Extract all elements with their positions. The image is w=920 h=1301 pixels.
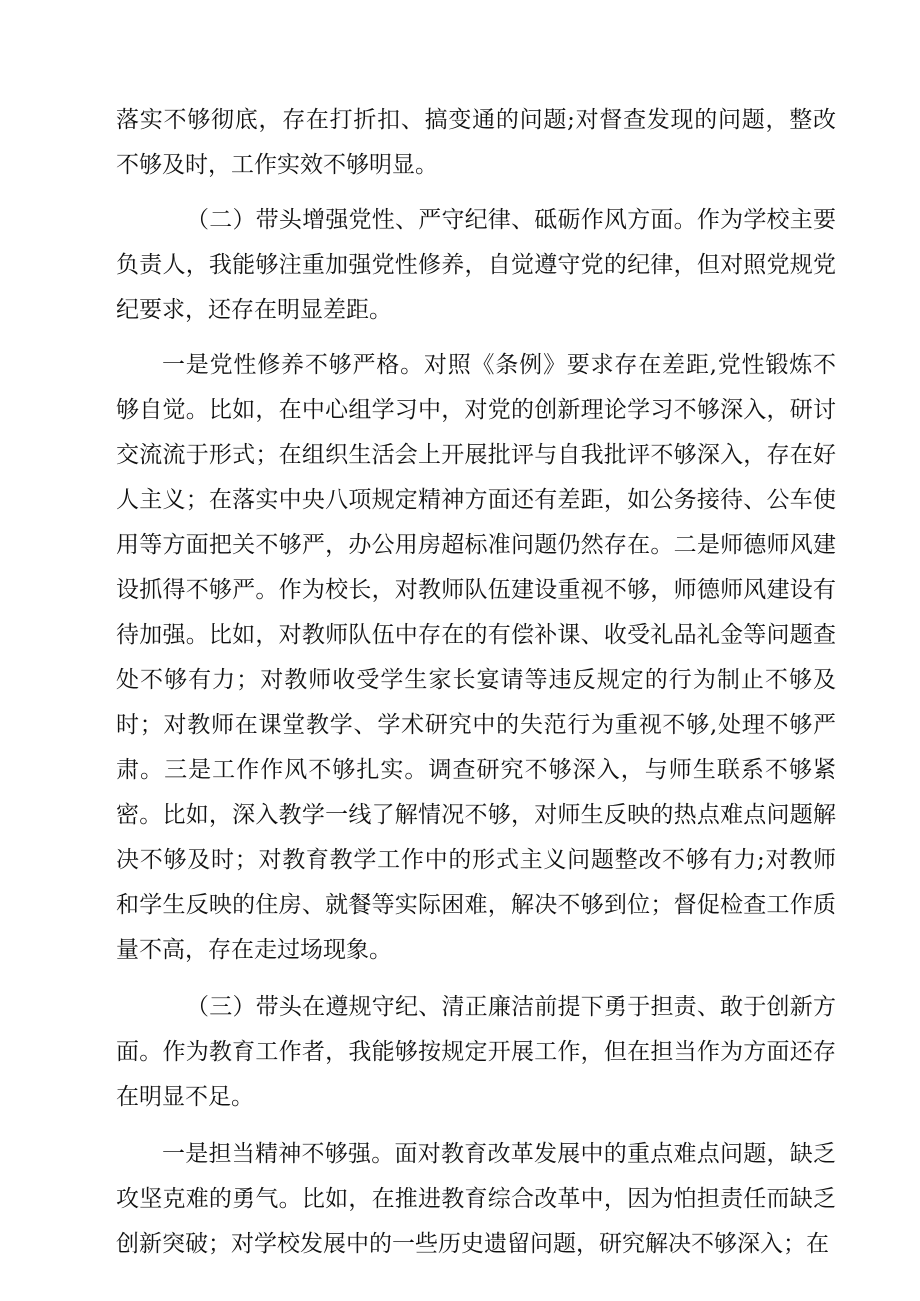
document-body: [116, 98, 836, 1267]
paragraph-party-discipline: 一是党性修养不够严格。对照《条例》要求存在差距,党性锻炼不够自觉。比如，在中心组学习中，对党的创新理论学习不够深入，研讨交流流于形式；在组织生活会上开展批评与自我批评不够深入，存在好人主义；在落实中央八项规定精神方面还有差距，如公务接待、公车使用等方面把关不够严，办公用房超标准问题仍然存在。二是师德师风建设抓得不够严。作为校长，对教师队伍建设重视不够，师德师风建设有待加强。比如，对教师队伍中存在的有偿补课、收受礼品礼金等问题查处不够有力；对教师收受学生家长宴请等违反规定的行为制止不够及时；对教师在课堂教学、学术研究中的失范行为重视不够,处理不够严肃。三是工作作风不够扎实。调查研究不够深入，与师生联系不够紧密。比如，深入教学一线了解情况不够，对师生反映的热点难点问题解决不够及时；对教育教学工作中的形式主义问题整改不够有力;对教师和学生反映的住房、就餐等实际困难，解决不够到位；督促检查工作质量不高，存在走过场现象。: [116, 352, 836, 963]
paragraph-continuation: 落实不够彻底，存在打折扣、搞变通的问题;对督查发现的问题，整改不够及时，工作实效不够明显。: [116, 107, 836, 178]
paragraph-responsibility: 一是担当精神不够强。面对教育改革发展中的重点难点问题，缺乏攻坚克难的勇气。比如，在推进教育综合改革中，因为怕担责任而缺乏创新突破；对学校发展中的一些历史遗留问题，研究解决不够深入；在: [116, 1141, 836, 1257]
section-heading-two: （二）带头增强党性、严守纪律、砥砺作风方面。作为学校主要负责人，我能够注重加强党性修养，自觉遵守党的纪律，但对照党规党纪要求，还存在明显差距。: [116, 207, 836, 323]
section-heading-three: （三）带头在遵规守纪、清正廉洁前提下勇于担责、敢于创新方面。作为教育工作者，我能够按规定开展工作，但在担当作为方面还存在明显不足。: [116, 994, 836, 1110]
